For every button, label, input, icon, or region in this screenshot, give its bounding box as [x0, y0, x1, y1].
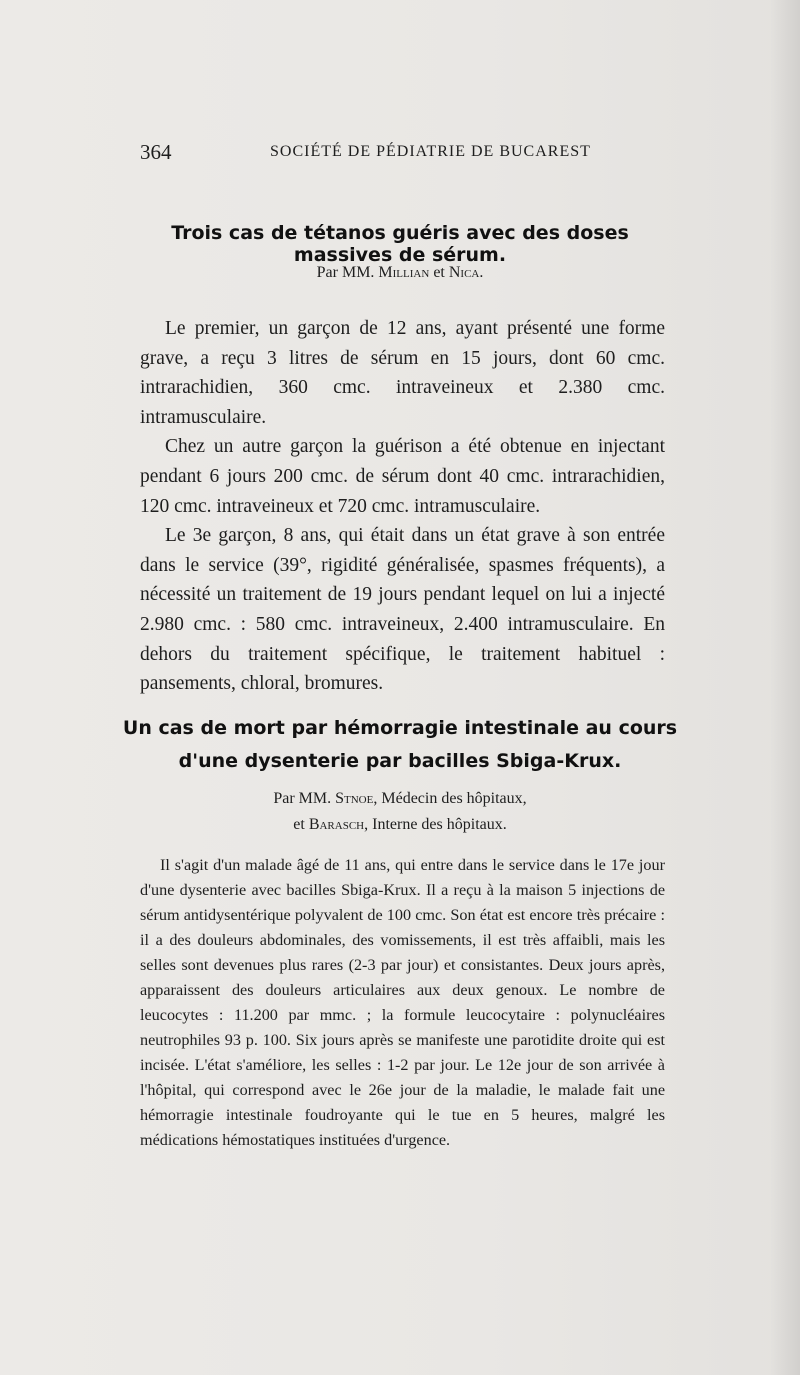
author-role: Médecin des hôpitaux, — [381, 790, 527, 807]
authors-prefix: Par MM. — [273, 790, 332, 807]
author-name: Millian — [378, 264, 430, 281]
article1-body — [140, 314, 665, 699]
authors-conjunction: et — [293, 816, 305, 833]
author-name: Nica. — [448, 264, 484, 281]
article2-title — [120, 712, 680, 778]
authors-prefix: Par MM. — [316, 264, 375, 281]
authors-conjunction: et — [433, 264, 445, 281]
page-edge-shadow — [770, 0, 800, 1375]
article2-body — [140, 853, 665, 1153]
author-name: Stnoe, — [335, 790, 378, 807]
paragraph: Chez un autre garçon la guérison a été obtenue en injectant pendant 6 jours 200 cmc. de sérum dont 40 cmc. intrarachidien, 120 cmc. intraveineux et 720 cmc. intramusculaire. — [140, 436, 665, 517]
page-number: 364 — [140, 140, 172, 164]
article1-title: Trois cas de tétanos guéris avec des doses massives de sérum. — [171, 222, 629, 266]
article1-authors — [120, 264, 680, 282]
running-head — [140, 140, 660, 164]
running-title: SOCIÉTÉ DE PÉDIATRIE DE BUCAREST — [270, 143, 591, 160]
paragraph: Il s'agit d'un malade âgé de 11 ans, qui entre dans le service dans le 17e jour d'une dysenterie avec bacilles Sbiga-Krux. Il a reçu à la maison 5 injections de sérum antidysentérique polyvalent de 100 cmc. Son état est encore très précaire : il a des douleurs abdominales, des vomissements, il est très affaibli, mais les selles sont devenues plus rares (2-3 par jour) et consistantes. Deux jours après, apparaissent des douleurs articulaires aux deux genoux. Le nombre de leucocytes : 11.200 par mmc. ; la formule leucocytaire : polynucléaires neutrophiles 93 p. 100. Six jours après se manifeste une parotidite droite qui est incisée. L'état s'améliore, les selles : 1-2 par jour. Le 12e jour de son arrivée à l'hôpital, qui correspond avec le 26e jour de la maladie, le malade fait une hémorragie intestinale foudroyante qui le tue en 5 heures, malgré les médications hémostatiques instituées d'urgence. — [140, 856, 665, 1149]
article2-title-line: Un cas de mort par hémorragie intestinale au cours — [122, 717, 678, 739]
article2-authors — [120, 786, 680, 838]
author-role: Interne des hôpitaux. — [372, 816, 507, 833]
article2-title-line: d'une dysenterie par bacilles Sbiga-Krux. — [178, 750, 622, 772]
paragraph: Le 3e garçon, 8 ans, qui était dans un état grave à son entrée dans le service (39°, rigidité généralisée, spasmes fréquents), a nécessité un traitement de 19 jours pendant lequel on lui a injecté 2.980 cmc. : 580 cmc. intraveineux, 2.400 intramusculaire. En dehors du traitement spécifique, le traitement habituel : pansements, chloral, bromures. — [140, 525, 665, 695]
author-name: Barasch, — [308, 816, 369, 833]
paragraph: Le premier, un garçon de 12 ans, ayant présenté une forme grave, a reçu 3 litres de sérum en 15 jours, dont 60 cmc. intrarachidien, 360 cmc. intraveineux et 2.380 cmc. intramusculaire. — [140, 318, 665, 428]
